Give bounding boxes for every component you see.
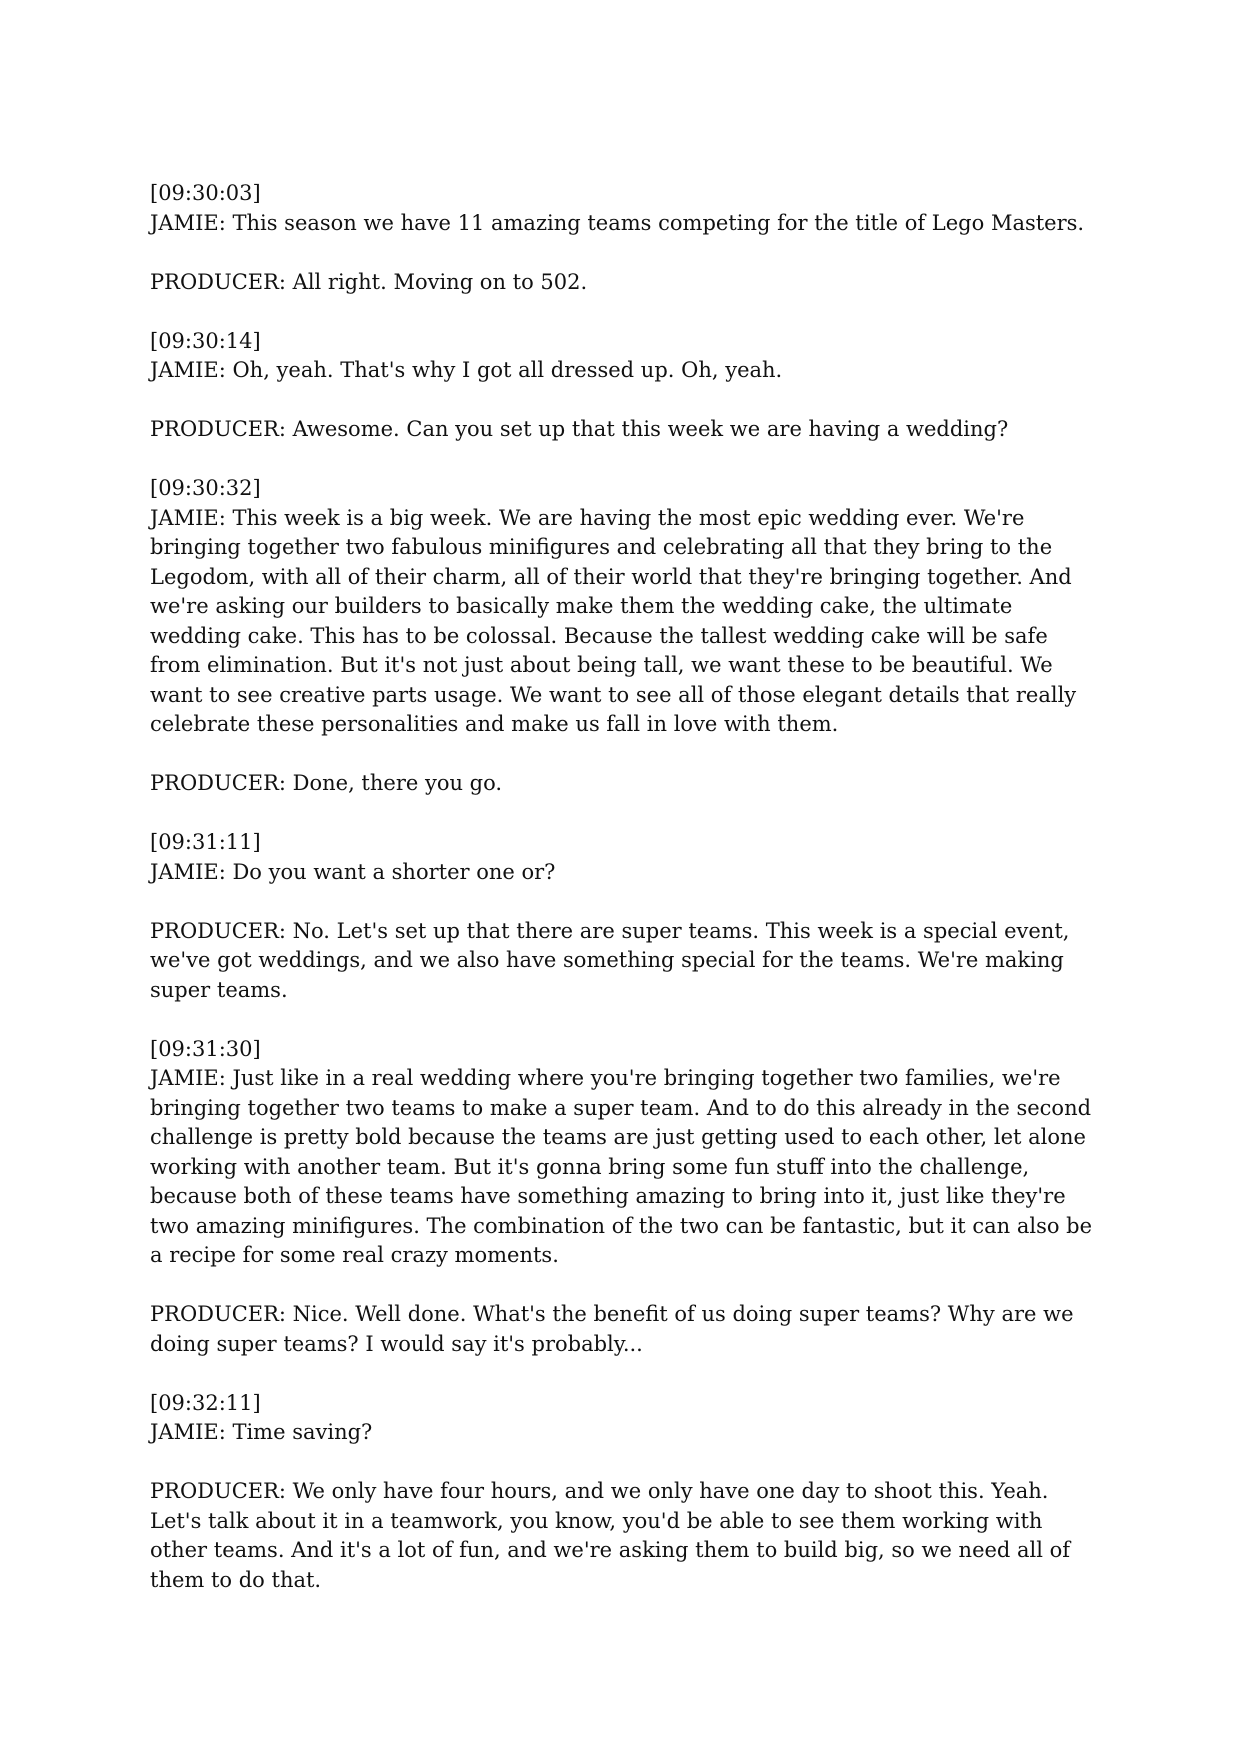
timestamp: [09:30:32] xyxy=(150,476,261,500)
producer-line: PRODUCER: All right. Moving on to 502. xyxy=(150,269,588,294)
transcript-entry xyxy=(150,415,1095,445)
timestamp: [09:30:03] xyxy=(150,181,261,205)
transcript-entry xyxy=(150,1477,1095,1595)
producer-line: PRODUCER: Awesome. Can you set up that this week we are having a wedding? xyxy=(150,417,1009,441)
transcript-entry xyxy=(150,769,1095,799)
jamie-line: JAMIE: This season we have 11 amazing teams competing for the title of Lego Masters. xyxy=(150,210,1085,235)
producer-line: PRODUCER: No. Let's set up that there are super teams. This week is a special event, we've got weddings, and we also have something special for the teams. We're making super teams. xyxy=(150,918,1070,1002)
timestamp: [09:31:30] xyxy=(150,1036,261,1061)
jamie-line: JAMIE: Just like in a real wedding where you're bringing together two families, we're bringing together two teams to make a super team. And to do this already in the second challenge is pretty bold because the teams are just getting used to each other, let alone working with another team. But it's gonna bring some fun stuff into the challenge, because both of these teams have something amazing to bring into it, just like they're two amazing minifigures. The combination of the two can be fantastic, but it can also be a recipe for some real crazy moments. xyxy=(150,1066,1093,1267)
jamie-line: JAMIE: This week is a big week. We are having the most epic wedding ever. We're bringing together two fabulous minifigures and celebrating all that they bring to the Legodom, with all of their charm, all of their world that they're bringing together. And we're asking our builders to basically make them the wedding cake, the ultimate wedding cake. This has to be colossal. Because the tallest wedding cake will be safe from elimination. But it's not just about being tall, we want these to be beautiful. We want to see creative parts usage. We want to see all of those elegant details that really celebrate these personalities and make us fall in love with them. xyxy=(150,505,1077,736)
transcript-entry xyxy=(150,1389,1095,1448)
transcript-entry xyxy=(150,1300,1095,1359)
producer-line: PRODUCER: We only have four hours, and we only have one day to shoot this. Yeah. Let's talk about it in a teamwork, you know, you'd be able to see them working with other teams. And it's a lot of fun, and we're asking them to build big, so we need all of them to do that. xyxy=(150,1479,1071,1592)
transcript-entry xyxy=(150,268,1095,298)
jamie-line: JAMIE: Do you want a shorter one or? xyxy=(150,859,556,884)
transcript-body xyxy=(150,179,1095,1625)
transcript-entry xyxy=(150,828,1095,887)
transcript-entry xyxy=(150,917,1095,1006)
jamie-line: JAMIE: Time saving? xyxy=(150,1420,373,1444)
timestamp: [09:32:11] xyxy=(150,1390,261,1415)
transcript-entry xyxy=(150,179,1095,238)
timestamp: [09:31:11] xyxy=(150,830,261,854)
producer-line: PRODUCER: Done, there you go. xyxy=(150,771,503,795)
transcript-entry xyxy=(150,1035,1095,1271)
transcript-entry xyxy=(150,474,1095,740)
transcript-entry xyxy=(150,327,1095,386)
jamie-line: JAMIE: Oh, yeah. That's why I got all dressed up. Oh, yeah. xyxy=(150,358,783,382)
timestamp: [09:30:14] xyxy=(150,328,261,353)
producer-line: PRODUCER: Nice. Well done. What's the benefit of us doing super teams? Why are we doing super teams? I would say it's probably... xyxy=(150,1302,1074,1356)
